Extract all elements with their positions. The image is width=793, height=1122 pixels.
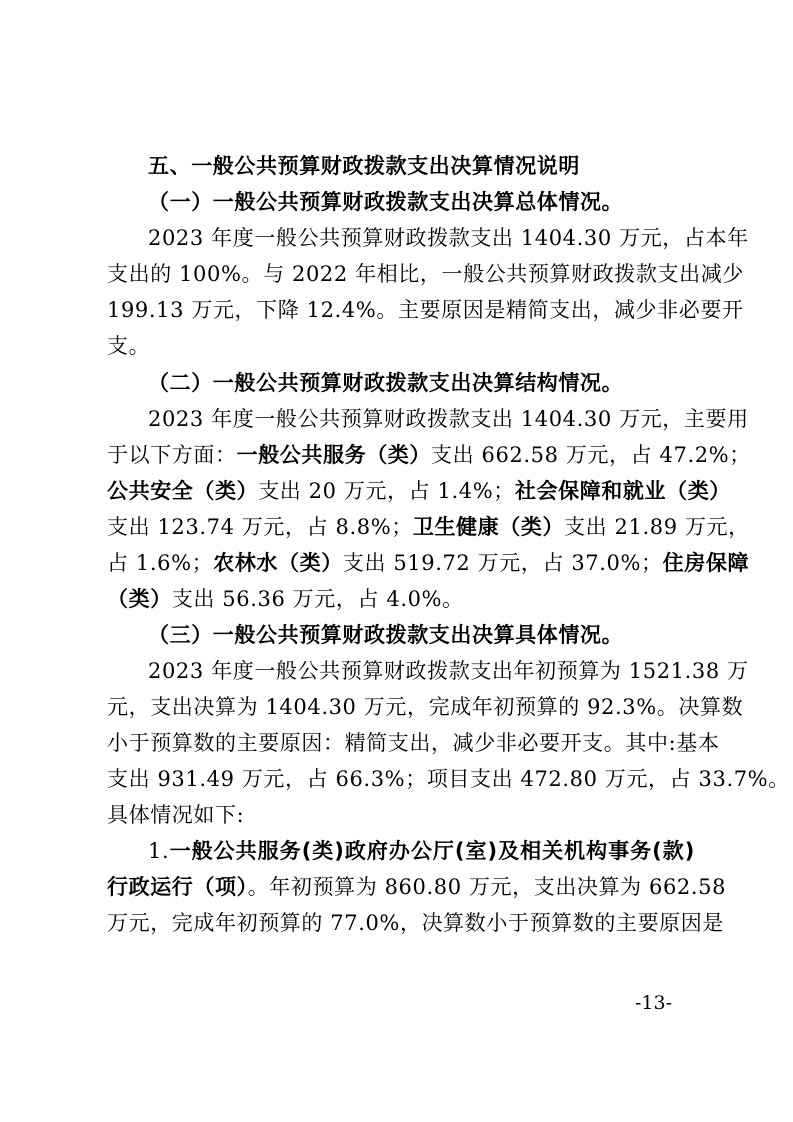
item1-line-2-text: 。年初预算为 860.80 万元，支出决算为 662.58 — [247, 875, 727, 899]
item1-line-1 — [148, 836, 695, 866]
sub3-heading: （三）一般公共预算财政拨款支出决算具体情况。 — [148, 623, 624, 647]
item1-title-end: 行政运行（项） — [107, 875, 248, 899]
sub1-line-4: 支。 — [107, 334, 151, 358]
section-title: 五、一般公共预算财政拨款支出决算情况说明 — [148, 154, 580, 178]
sub2-line-6-text-b: 支出 56.36 万元，占 4.0%。 — [171, 587, 464, 611]
category-public-security: 公共安全（类） — [107, 479, 259, 503]
sub2-line-1: 2023 年度一般公共预算财政拨款支出 1404.30 万元，主要用 — [148, 407, 749, 431]
page-number: -13- — [635, 992, 673, 1014]
sub2-line-5-text-c: 支出 519.72 万元，占 37.0%； — [342, 551, 663, 575]
sub2-line-4-text-c: 支出 21.89 万元， — [564, 515, 750, 539]
sub2-heading: （二）一般公共预算财政拨款支出决算结构情况。 — [148, 371, 624, 395]
sub2-line-2-text-a: 于以下方面： — [107, 443, 237, 467]
sub3-line-1: 2023 年度一般公共预算财政拨款支出年初预算为 1521.38 万 — [148, 659, 749, 683]
sub2-line-3-text-b: 支出 20 万元，占 1.4%； — [258, 479, 515, 503]
sub1-line-2: 支出的 100%。与 2022 年相比，一般公共预算财政拨款支出减少 — [107, 262, 744, 286]
sub3-line-4: 支出 931.49 万元，占 66.3%；项目支出 472.80 万元，占 33.7%。 — [107, 767, 790, 791]
sub2-line-5 — [107, 548, 750, 578]
sub3-line-5: 具体情况如下: — [107, 803, 245, 827]
sub2-line-4 — [107, 512, 750, 542]
item1-title: 一般公共服务(类)政府办公厅(室)及相关机构事务(款) — [169, 839, 695, 863]
sub2-line-5-text-a: 占 1.6%； — [107, 551, 214, 575]
item1-line-2 — [107, 872, 727, 902]
category-housing-suffix: （类） — [107, 587, 172, 611]
sub3-line-3: 小于预算数的主要原因：精简支出，减少非必要开支。其中:基本 — [107, 731, 720, 755]
category-social-security: 社会保障和就业（类） — [514, 479, 731, 503]
sub2-line-3 — [107, 476, 731, 506]
sub2-line-4-text-a: 支出 123.74 万元，占 8.8%； — [107, 515, 413, 539]
sub3-line-2: 元，支出决算为 1404.30 万元，完成年初预算的 92.3%。决算数 — [107, 695, 744, 719]
category-health: 卫生健康（类） — [412, 515, 565, 539]
sub1-line-1: 2023 年度一般公共预算财政拨款支出 1404.30 万元，占本年 — [148, 226, 749, 250]
category-agriculture: 农林水（类） — [213, 551, 343, 575]
sub1-heading: （一）一般公共预算财政拨款支出决算总体情况。 — [148, 190, 624, 214]
item1-number: 1. — [148, 839, 170, 863]
sub2-line-6 — [107, 584, 695, 614]
sub1-line-3: 199.13 万元，下降 12.4%。主要原因是精简支出，减少非必要开 — [107, 298, 744, 322]
category-general-public-services: 一般公共服务（类） — [236, 443, 432, 467]
category-housing: 住房保障 — [662, 551, 750, 575]
sub2-line-2 — [107, 440, 751, 470]
sub2-line-2-text-c: 支出 662.58 万元，占 47.2%； — [431, 443, 751, 467]
item1-line-3: 万元，完成年初预算的 77.0%，决算数小于预算数的主要原因是 — [107, 911, 724, 935]
